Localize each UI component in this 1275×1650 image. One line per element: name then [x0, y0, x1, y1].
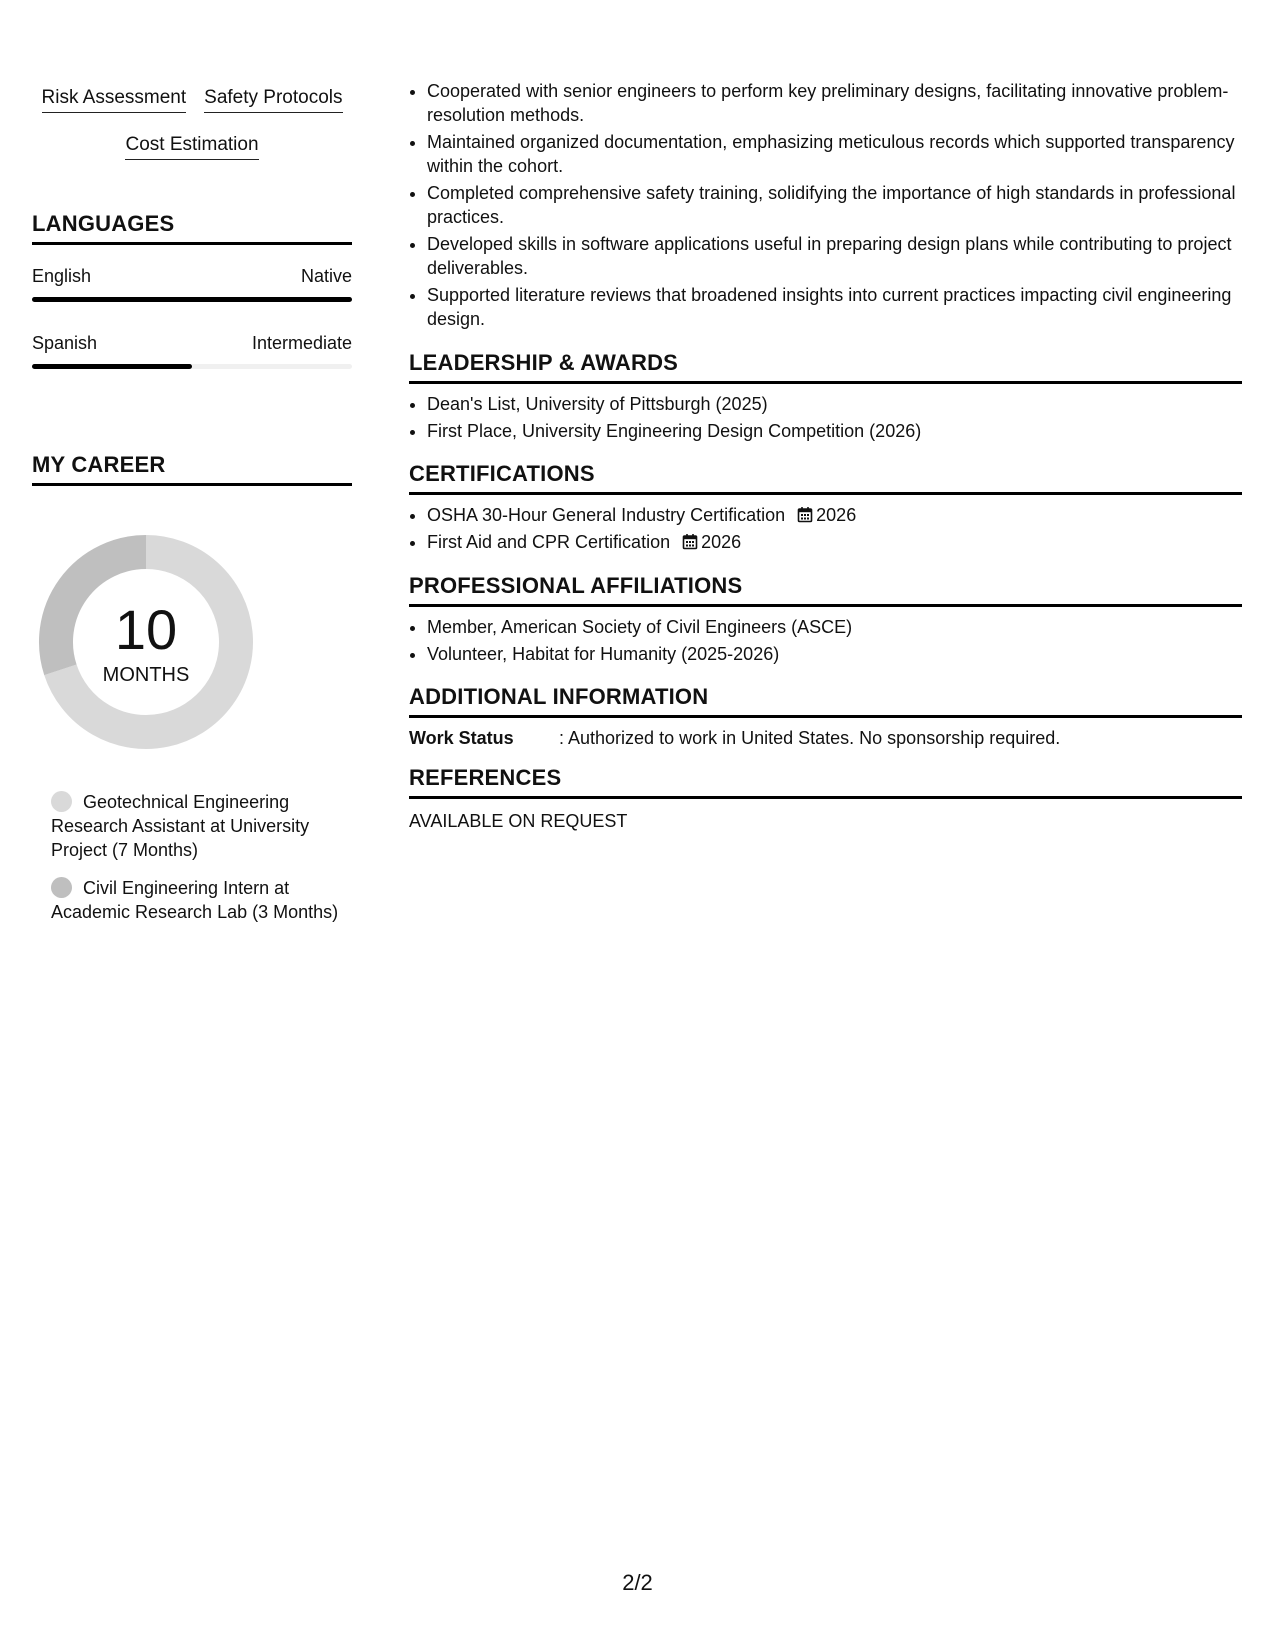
list-item: • Volunteer, Habitat for Humanity (2025-2026)	[427, 642, 1242, 666]
calendar-icon	[797, 506, 813, 523]
certification-name: OSHA 30-Hour General Industry Certification	[427, 505, 786, 525]
experience-bullet-list	[409, 79, 1260, 331]
legend-dot	[51, 877, 72, 898]
list-item	[427, 530, 1242, 554]
work-status-label: Work Status	[409, 728, 514, 748]
experience-bullet: • Maintained organized documentation, emphasizing meticulous records which supported transparency within the cohort.	[427, 130, 1260, 178]
language-level: Native	[300, 266, 352, 286]
affiliations-list	[409, 615, 1242, 666]
career-legend-item	[51, 876, 341, 924]
section-title: ADDITIONAL INFORMATION	[409, 684, 709, 709]
language-item	[32, 265, 352, 302]
section-divider	[409, 715, 1242, 718]
language-level: Intermediate	[251, 333, 352, 353]
certifications-section	[409, 461, 1242, 554]
list-item: • First Place, University Engineering Design Competition (2026)	[427, 419, 1242, 443]
career-legend-item	[51, 790, 341, 862]
skills-row	[32, 133, 352, 160]
language-proficiency-fill	[32, 297, 352, 302]
leadership-section	[409, 350, 1242, 443]
legend-label: Geotechnical Engineering Research Assistant at University Project (7 Months)	[51, 792, 310, 860]
experience-bullet: • Supported literature reviews that broadened insights into current practices impacting civil engineering design.	[427, 283, 1260, 331]
list-item: • Member, American Society of Civil Engineers (ASCE)	[427, 615, 1242, 639]
page-number: 2/2	[622, 1570, 653, 1595]
affiliations-section	[409, 573, 1242, 666]
calendar-icon	[682, 533, 698, 550]
legend-dot	[51, 791, 72, 812]
section-title: MY CAREER	[32, 452, 166, 477]
language-proficiency-fill	[32, 364, 192, 369]
skill-tag: Safety Protocols	[204, 86, 342, 113]
section-divider	[409, 796, 1242, 799]
skill-tag: Cost Estimation	[125, 133, 258, 160]
section-divider	[409, 381, 1242, 384]
language-proficiency-bar	[32, 364, 352, 369]
experience-bullet: • Developed skills in software applications useful in preparing design plans while contributing to project deliverables.	[427, 232, 1260, 280]
work-status-row	[409, 726, 1242, 750]
career-total-value: 10	[114, 598, 178, 661]
legend-label: Civil Engineering Intern at Academic Research Lab (3 Months)	[51, 878, 339, 922]
references-section	[409, 765, 1242, 833]
skill-tag: Risk Assessment	[42, 86, 187, 113]
section-divider	[409, 492, 1242, 495]
skills-row	[32, 86, 352, 113]
section-title: CERTIFICATIONS	[409, 461, 595, 486]
career-total-unit: MONTHS	[102, 664, 190, 686]
experience-bullet: • Completed comprehensive safety training, solidifying the importance of high standards in professional practices.	[427, 181, 1260, 229]
experience-bullet: • Cooperated with senior engineers to perform key preliminary designs, facilitating innovative problem-resolution methods.	[427, 79, 1260, 127]
language-name: English	[32, 266, 92, 286]
language-proficiency-bar	[32, 297, 352, 302]
section-title: PROFESSIONAL AFFILIATIONS	[409, 573, 743, 598]
certification-year: 2026	[701, 532, 742, 552]
career-legend	[51, 790, 341, 924]
section-title: LEADERSHIP & AWARDS	[409, 350, 679, 375]
leadership-list	[409, 392, 1242, 443]
list-item: • Dean's List, University of Pittsburgh (2025)	[427, 392, 1242, 416]
list-item	[427, 503, 1242, 527]
work-status-value: : Authorized to work in United States. No sponsorship required.	[559, 728, 1061, 748]
certification-name: First Aid and CPR Certification	[427, 532, 671, 552]
certification-year: 2026	[816, 505, 857, 525]
language-name: Spanish	[32, 333, 98, 353]
skills-tags	[32, 86, 352, 160]
references-text: AVAILABLE ON REQUEST	[409, 811, 628, 831]
section-divider	[32, 483, 352, 486]
section-divider	[409, 604, 1242, 607]
languages-section	[32, 211, 352, 369]
career-section	[32, 452, 352, 486]
section-divider	[32, 242, 352, 245]
section-title: LANGUAGES	[32, 211, 175, 236]
certifications-list	[409, 503, 1242, 554]
additional-info-section	[409, 684, 1242, 750]
language-item	[32, 332, 352, 369]
section-title: REFERENCES	[409, 765, 562, 790]
